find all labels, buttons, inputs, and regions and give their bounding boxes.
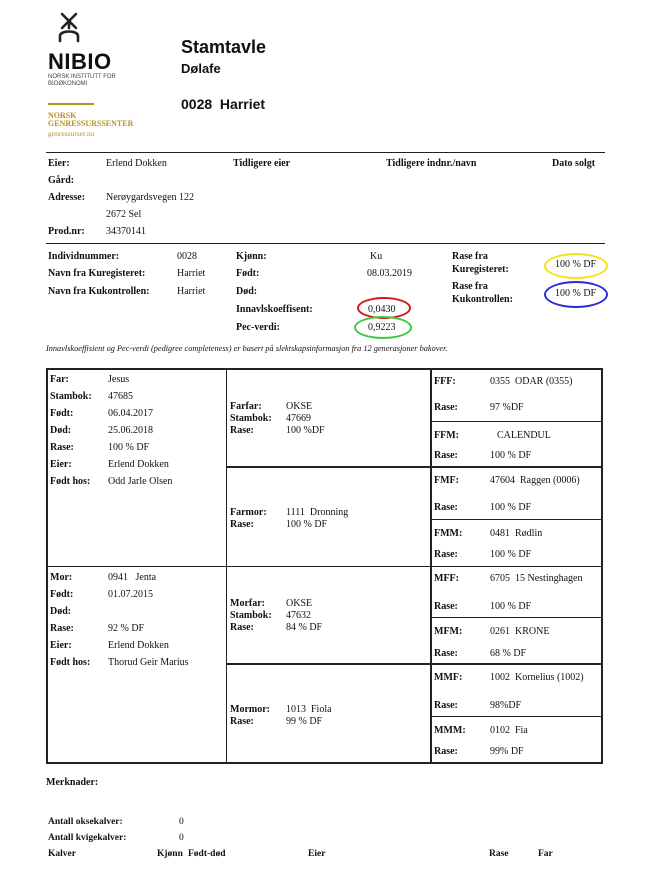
animal-heading: 0028 Harriet [181,96,266,112]
grid-g-div1 [430,421,602,422]
great-breed-label: Rase: [434,502,458,513]
dead-label: Død: [236,286,258,297]
mormor-label: Mormor: [230,704,270,715]
name-kuregister-value: Harriet [177,268,206,279]
farfar-label: Farfar: [230,401,262,412]
name-kuregister-label: Navn fra Kuregisteret: [48,268,146,279]
date-sold-label: Dato solgt [552,158,596,169]
breed-kukontroll-value: 100 % DF [555,288,597,299]
bull-calves-value: 0 [179,817,184,827]
great-label: FFF: [434,376,456,387]
name-kukontroll-value: Harriet [177,286,206,297]
far-value: Jesus [108,374,130,385]
owner-label: Eier: [48,158,70,169]
great-breed-label: Rase: [434,648,458,659]
remarks-label: Merknader: [46,777,99,788]
far-dead-value: 25.06.2018 [108,425,153,436]
pec-label: Pec-verdi: [236,322,280,333]
prodnr-value: 34370141 [106,226,146,237]
great-breed-value: 100 % DF [490,502,532,513]
col-sex: Kjønn [157,849,183,859]
mor-value: 0941 Jenta [108,572,157,583]
great-name: CALENDUL [497,430,551,441]
great-breed-value: 100 % DF [490,450,532,461]
great-breed-label: Rase: [434,450,458,461]
farfar-stambok-label: Stambok: [230,413,272,424]
prodnr-label: Prod.nr: [48,226,85,237]
far-stambok-value: 47685 [108,391,133,402]
mor-born-value: 01.07.2015 [108,589,153,600]
grid-bottom-border [46,762,602,764]
address-line1: Nerøygardsvegen 122 [106,192,195,203]
grid-g-div3 [430,617,602,618]
morfar-stambok-label: Stambok: [230,610,272,621]
born-value: 08.03.2019 [367,268,412,279]
heifer-calves-value: 0 [179,833,184,843]
inbreeding-value: 0,0430 [368,304,396,315]
bull-calves-label: Antall oksekalver: [48,817,123,827]
nibio-logo-icon [52,10,86,44]
col-born-dead: Født-død [188,849,226,859]
divider-owner-top [46,152,605,153]
far-breed-value: 100 % DF [108,442,150,453]
mor-owner-label: Eier: [50,640,72,651]
far-bornat-value: Odd Jarle Olsen [108,476,173,487]
morfar-label: Morfar: [230,598,265,609]
nibio-logo-sub1: NORSK INSTITUTT FOR [48,74,116,80]
nibio-logo-text: NIBIO [48,49,112,74]
grid-g-div2 [430,519,602,520]
breed-kuregister-value: 100 % DF [555,259,597,270]
mor-born-label: Født: [50,589,74,600]
great-breed-label: Rase: [434,601,458,612]
great-name: 0355 ODAR (0355) [490,376,573,387]
great-name: 0102 Fia [490,725,528,736]
far-dead-label: Død: [50,425,72,436]
pedigree-note: Innavlskoeffisient og Pec-verdi (pedigree completeness) er basert på slektskapsinformasjon fra 12 generasjoner bakover. [46,344,448,353]
far-owner-label: Eier: [50,459,72,470]
grid-top-border [46,368,602,370]
sex-value: Ku [370,251,383,262]
name-kukontroll-label: Navn fra Kukontrollen: [48,286,150,297]
col-breed: Rase [489,849,509,859]
great-breed-label: Rase: [434,700,458,711]
mormor-breed-value: 99 % DF [286,716,323,727]
farmor-value: 1111 Dronning [286,507,349,518]
great-breed-label: Rase: [434,402,458,413]
great-breed-label: Rase: [434,549,458,560]
far-born-label: Født: [50,408,74,419]
sex-label: Kjønn: [236,251,267,262]
heifer-calves-label: Antall kvigekalver: [48,833,127,843]
grid-g-div4 [430,716,602,717]
great-breed-value: 98%DF [490,700,522,711]
great-name: 1002 Kornelius (1002) [490,672,584,683]
great-breed-label: Rase: [434,746,458,757]
far-stambok-label: Stambok: [50,391,92,402]
far-breed-label: Rase: [50,442,74,453]
great-label: FFM: [434,430,459,441]
mor-owner-value: Erlend Dokken [108,640,169,651]
address-label: Adresse: [48,192,86,203]
great-label: FMM: [434,528,463,539]
great-label: MFF: [434,573,459,584]
col-sire: Far [538,849,553,859]
breed-kuregister-label2: Kuregisteret: [452,264,509,275]
farmor-breed-value: 100 % DF [286,519,328,530]
great-label: MMM: [434,725,466,736]
col-owner: Eier [308,849,326,859]
farmor-breed-label: Rase: [230,519,254,530]
far-label: Far: [50,374,69,385]
nordgen-line1: NORSK [48,111,77,120]
nibio-logo-sub2: BIOØKONOMI [48,81,88,87]
great-label: MFM: [434,626,463,637]
breed-kukontroll-label1: Rase fra [452,281,488,292]
far-bornat-label: Født hos: [50,476,91,487]
owner-value: Erlend Dokken [106,158,167,169]
farfar-breed-value: 100 %DF [286,425,325,436]
morfar-stambok-value: 47632 [286,610,311,621]
page-subtitle: Dølafe [181,61,221,76]
great-name: 0481 Rødlin [490,528,543,539]
individual-number-value: 0028 [177,251,197,262]
breed-kuregister-label1: Rase fra [452,251,488,262]
previous-owner-label: Tidligere eier [233,158,291,169]
nordgen-line2: GENRESSURSSENTER [48,119,134,128]
grid-q1-divider [226,466,602,468]
divider-owner-bottom [46,243,605,244]
farfar-stambok-value: 47669 [286,413,311,424]
mor-breed-value: 92 % DF [108,623,145,634]
morfar-breed-label: Rase: [230,622,254,633]
morfar-breed-value: 84 % DF [286,622,323,633]
nordgen-divider [48,103,94,105]
great-breed-value: 99% DF [490,746,524,757]
mor-dead-label: Død: [50,606,72,617]
address-line2: 2672 Sel [106,209,142,220]
great-label: FMF: [434,475,459,486]
mor-label: Mor: [50,572,73,583]
mor-breed-label: Rase: [50,623,74,634]
inbreeding-label: Innavlskoeffisent: [236,304,313,315]
great-name: 47604 Raggen (0006) [490,475,580,486]
farm-label: Gård: [48,175,75,186]
farfar-breed-label: Rase: [230,425,254,436]
col-calves: Kalver [48,849,76,859]
page-title: Stamtavle [181,37,267,57]
breed-kukontroll-label2: Kukontrollen: [452,294,513,305]
pec-value: 0,9223 [368,322,396,333]
mormor-breed-label: Rase: [230,716,254,727]
mormor-value: 1013 Fiola [286,704,332,715]
individual-number-label: Individnummer: [48,251,120,262]
grid-q3-divider [226,663,602,665]
born-label: Født: [236,268,260,279]
grid-far-mor-divider [46,566,602,567]
great-label: MMF: [434,672,463,683]
mor-bornat-value: Thorud Geir Marius [108,657,189,668]
far-born-value: 06.04.2017 [108,408,153,419]
morfar-value: OKSE [286,598,313,609]
far-owner-value: Erlend Dokken [108,459,169,470]
farmor-label: Farmor: [230,507,267,518]
great-name: 0261 KRONE [490,626,550,637]
great-breed-value: 97 %DF [490,402,524,413]
previous-id-label: Tidligere indnr./navn [386,158,477,169]
mor-bornat-label: Født hos: [50,657,91,668]
nordgen-line3: genressurser.no [48,129,95,138]
great-breed-value: 100 % DF [490,601,532,612]
farfar-value: OKSE [286,401,313,412]
great-name: 6705 15 Nestinghagen [490,573,583,584]
great-breed-value: 68 % DF [490,648,527,659]
great-breed-value: 100 % DF [490,549,532,560]
